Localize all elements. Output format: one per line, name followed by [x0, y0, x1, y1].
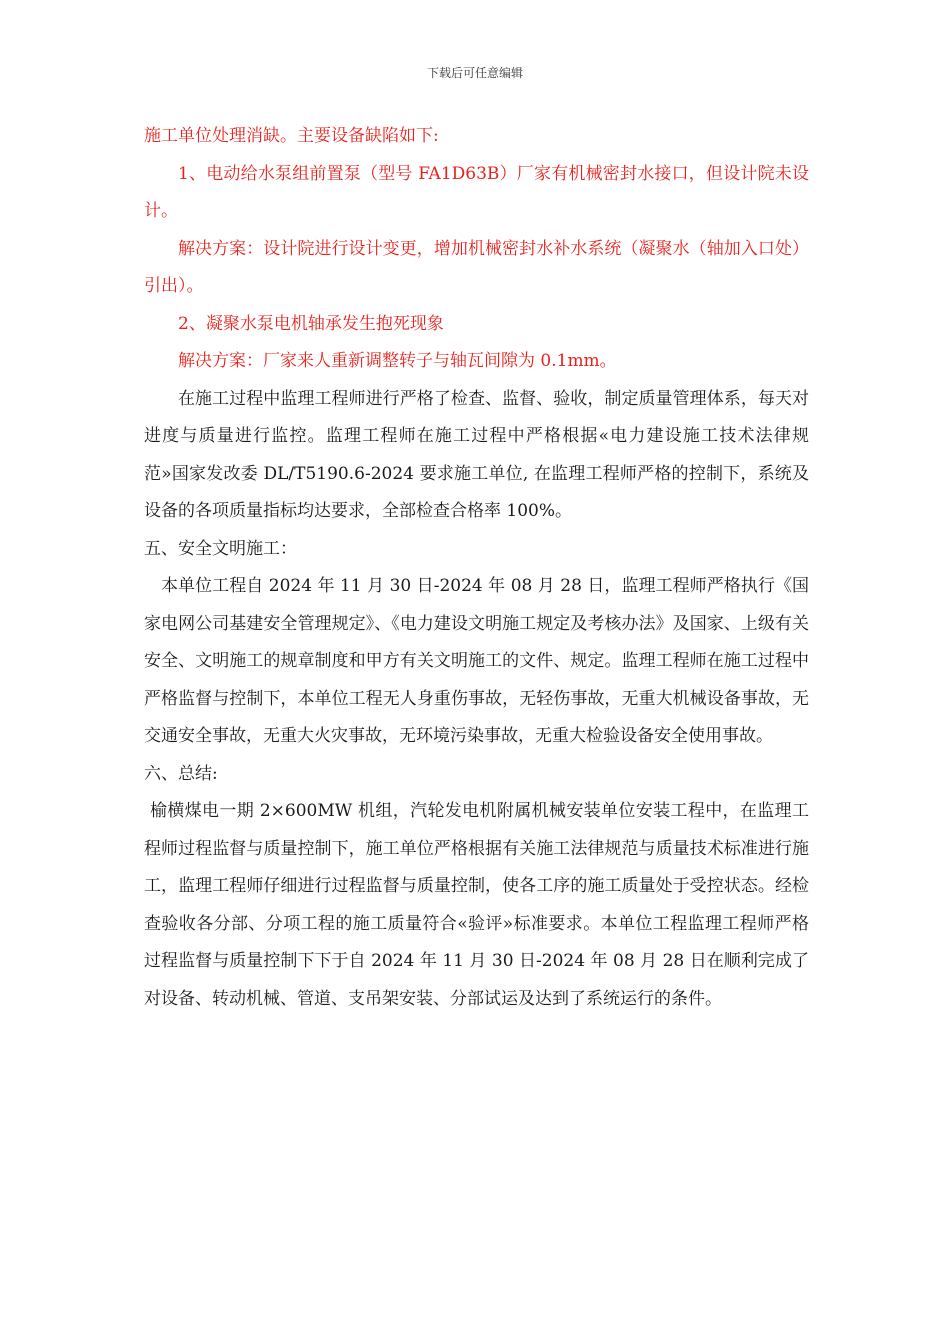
document-body: [144, 118, 809, 1018]
paragraph-solution-2: 解决方案：厂家来人重新调整转子与轴瓦间隙为 0.1mm。: [178, 351, 617, 371]
paragraph-defect-1: 1、电动给水泵组前置泵（型号 FA1D63B）厂家有机械密封水接口，但设计院未设计。: [144, 163, 809, 221]
paragraph-safety: 本单位工程自 2024 年 11 月 30 日-2024 年 08 月 28 日，监理工程师严格执行《国家电网公司基建安全管理规定》、《电力建设文明施工规定及考核办法》及国家、上级有关安全、文明施工的规章制度和甲方有关文明施工的文件、规定。监理工程师在施工过程中严格监督与控制下，本单位工程无人身重伤事故，无轻伤事故，无重大机械设备事故，无交通安全事故，无重大火灾事故，无环境污染事故，无重大检验设备安全使用事故。: [144, 576, 809, 746]
section-5-title: 五、安全文明施工：: [144, 538, 297, 559]
paragraph-solution-1: 解决方案：设计院进行设计变更，增加机械密封水补水系统（凝聚水（轴加入口处）引出）。: [144, 238, 809, 296]
section-6-title: 六、总结:: [144, 763, 218, 784]
paragraph-defects-intro: 施工单位处理消缺。主要设备缺陷如下:: [144, 126, 439, 146]
paragraph-defect-2: 2、凝聚水泵电机轴承发生抱死现象: [178, 313, 444, 334]
paragraph-quality-control: 在施工过程中监理工程师进行严格了检查、监督、验收，制定质量管理体系，每天对进度与质量进行监控。监理工程师在施工过程中严格根据«电力建设施工技术法律规范»国家发改委 DL/T5190.6-2024 要求施工单位, 在监理工程师严格的控制下，系统及设备的各项质量指标均达要求，全部检查合格率 100%。: [144, 388, 809, 521]
paragraph-summary: 榆横煤电一期 2×600MW 机组，汽轮发电机附属机械安装单位安装工程中，在监理工程师过程监督与质量控制下，施工单位严格根据有关施工法律规范与质量技术标准进行施工，监理工程师仔细进行过程监督与质量控制，使各工序的施工质量处于受控状态。经检查验收各分部、分项工程的施工质量符合«验评»标准要求。本单位工程监理工程师严格过程监督与质量控制下下于自 2024 年 11 月 30 日-2024 年 08 月 28 日在顺利完成了对设备、转动机械、管道、支吊架安装、分部试运及达到了系统运行的条件。: [144, 801, 809, 1009]
page-header: 下载后可任意编辑: [426, 66, 523, 80]
